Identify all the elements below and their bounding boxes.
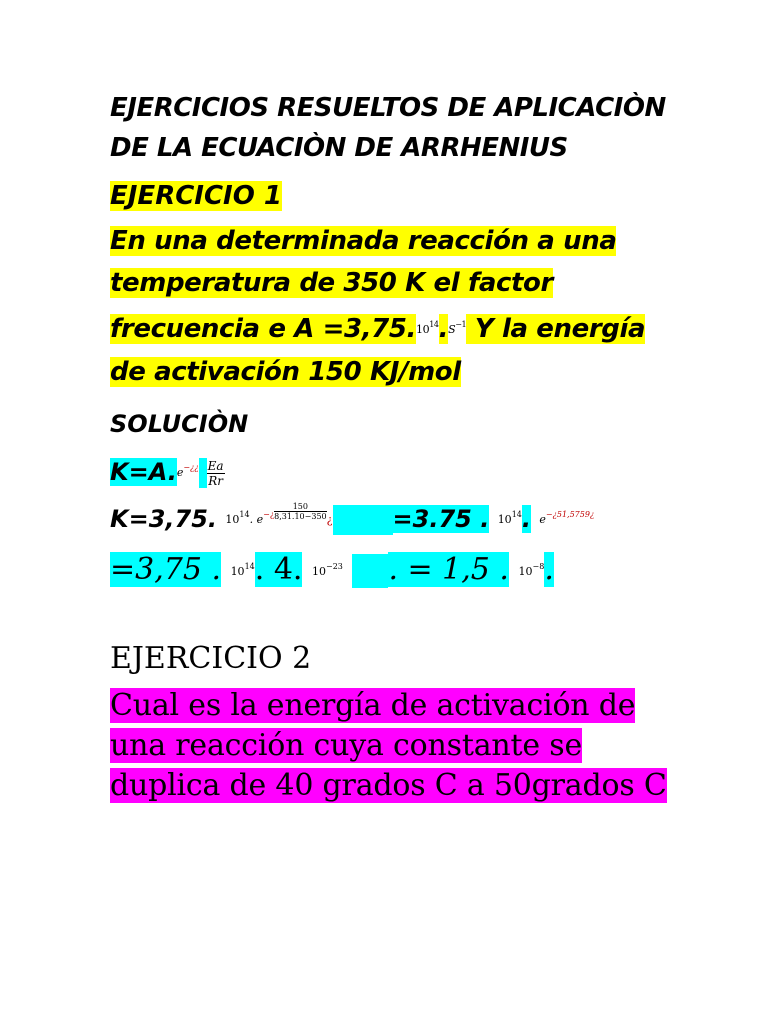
solution-label: SOLUCIÒN (110, 410, 249, 438)
exercise-2-statement-text: Cual es la energía de activación de una reacción cuya constante se duplica de 40 grados C a 50grados C (110, 688, 667, 803)
equation-3-eq: . = 1,5 . (388, 552, 509, 587)
exercise-1-statement-part2: Y la energía de activación 150 KJ/mol (110, 314, 646, 387)
eq3-power-of-ten-2: $10^{-23}$ (312, 562, 343, 578)
highlight-spacer (352, 554, 388, 588)
fraction-ea-over-rr: $\frac{Ea}{Rr}$ (207, 458, 224, 488)
equation-2-mid: =3.75 . (392, 505, 490, 533)
equation-3-end: . (544, 552, 554, 587)
eq2-exponential: $e^{-¿51,5759¿}$ (539, 510, 595, 526)
eq2-power-of-ten-2: $10^{14}$ (497, 510, 522, 526)
equation-result (110, 549, 670, 590)
inverse-seconds-unit: $S^{-1}$ (448, 320, 467, 336)
equation-1-lhs: K=A. (110, 458, 177, 486)
eq3-power-of-ten: $10^{14}$ (230, 562, 255, 578)
exercise-1-statement (110, 220, 670, 393)
exercise-2-heading: EJERCICIO 2 (110, 641, 312, 676)
highlight-spacer (333, 505, 393, 535)
exercise-2-statement (110, 686, 670, 806)
eq2-power-of-ten: $10^{14}$. e−¿ (225, 510, 275, 526)
equation-2-lhs: K=3,75. (110, 505, 218, 533)
power-of-ten: $10^{14}$ (416, 320, 439, 336)
equation-arrhenius (110, 453, 670, 488)
exercise-1-heading (110, 176, 670, 216)
eq2-fraction: $\frac{150}{8,31.10-350}$ (274, 502, 327, 521)
eq3-power-of-ten-3: $10^{-8}$ (518, 562, 545, 578)
exercise-1-heading-text: EJERCICIO 1 (110, 181, 282, 211)
equation-3-lhs: =3,75 . (110, 552, 222, 587)
exponential-term: e−¿¿ (176, 463, 199, 479)
equation-substitution: K=3,75. $10^{14}$. e−¿ $\frac{150}{8,31.10-350}$ ¿ =3.75 . $10^{14}$. $e^{-¿51,5759¿}$ (110, 502, 595, 533)
eq2-dot: . (521, 505, 531, 533)
multiply-dot: . (438, 314, 449, 344)
exercise-1-statement-part1: En una determinada reacción a una temperatura de 350 K el factor frecuencia e A =3,75. (110, 226, 617, 344)
highlight-spacer (199, 458, 207, 488)
document-page (110, 88, 670, 806)
equation-3-mid: . 4. (254, 552, 303, 587)
document-title: EJERCICIOS RESUELTOS DE APLICACIÒN DE LA ECUACIÒN DE ARRHENIUS (110, 93, 666, 163)
